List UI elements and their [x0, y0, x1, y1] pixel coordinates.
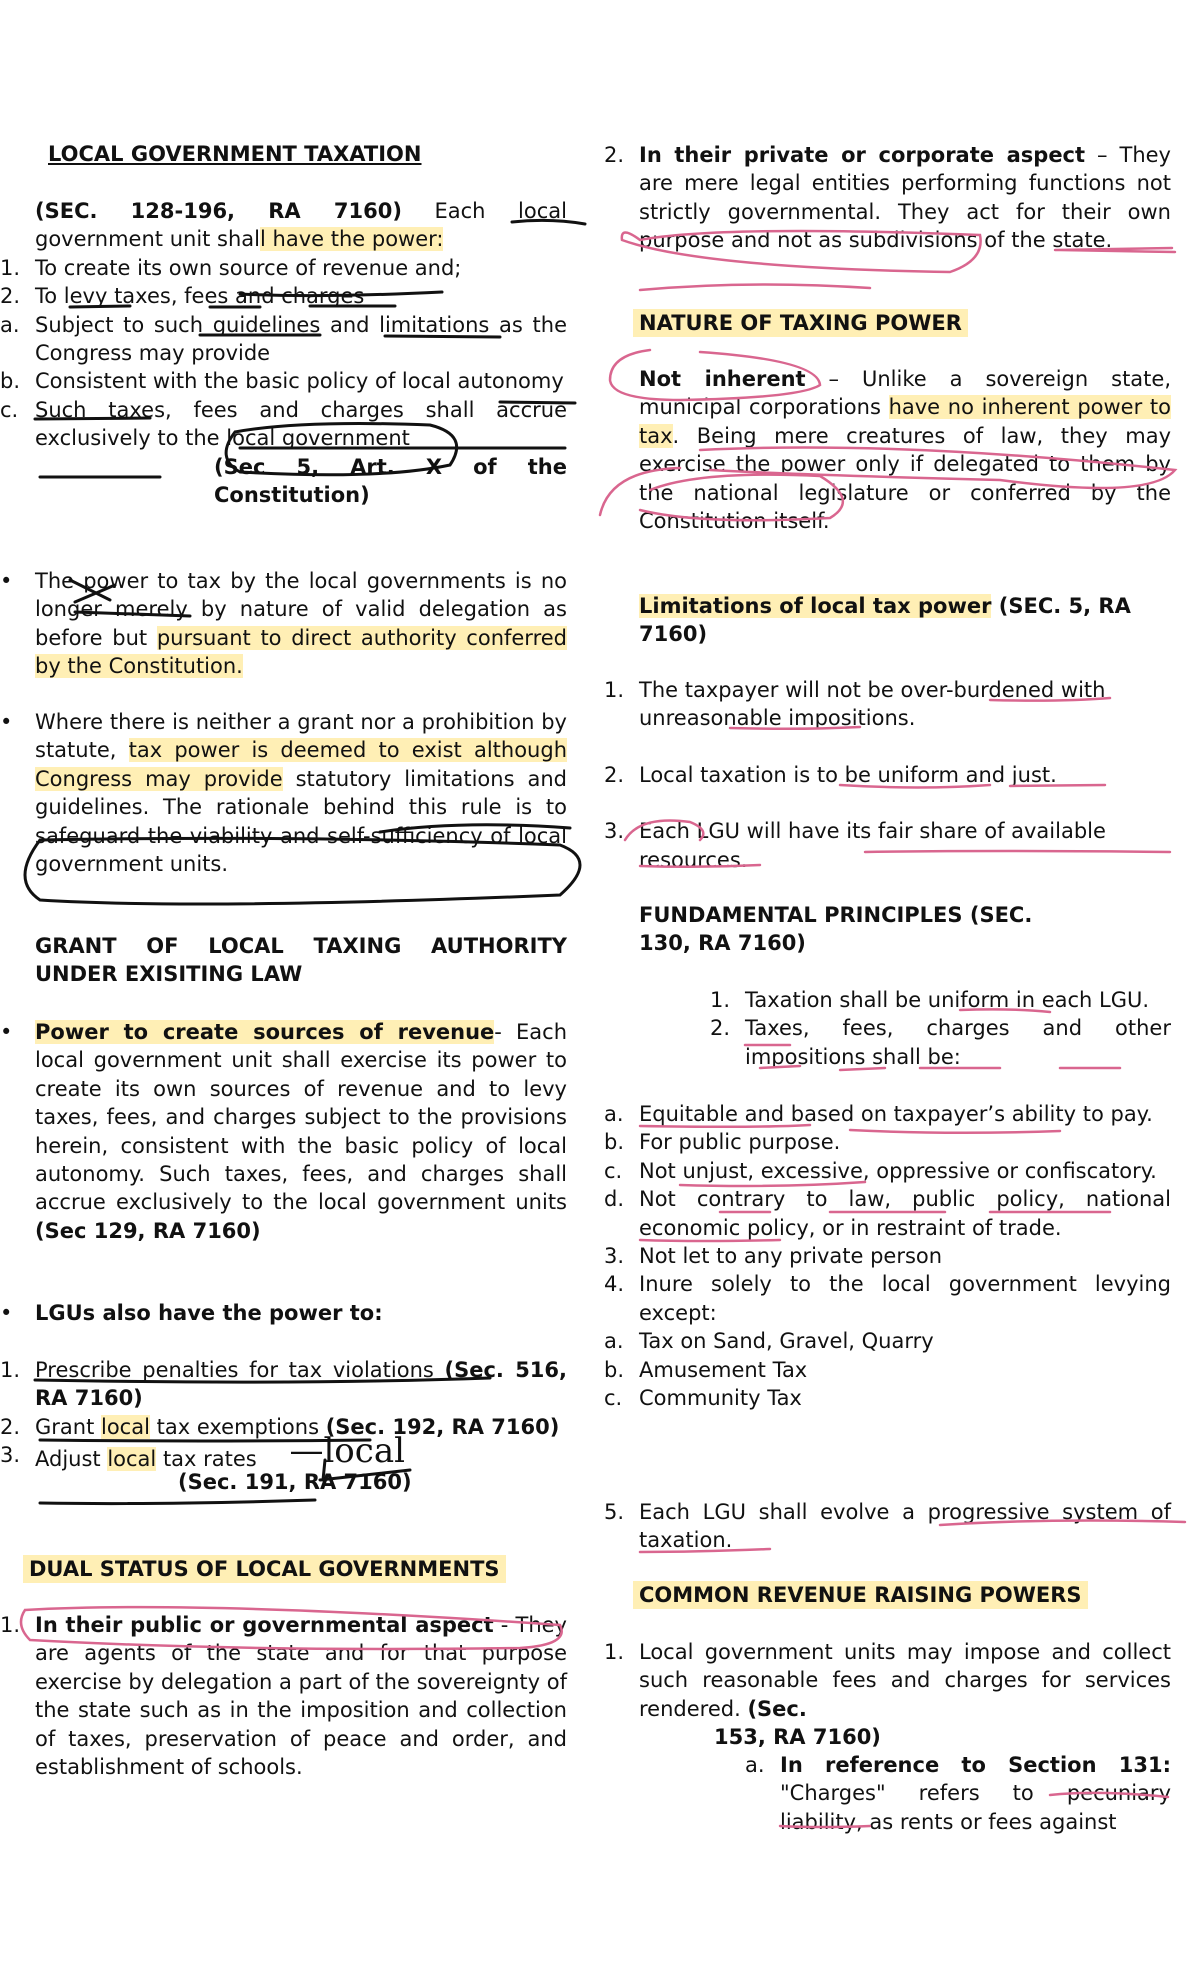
- list-item: c. Community Tax: [604, 1386, 802, 1411]
- list-item: 1. The taxpayer will not be over-burdened with unreasonable impositions.: [604, 678, 1106, 731]
- list-item: 1. In their public or governmental aspect - They are agents of the state and for that purpose exercise by delegation a part of the sovereignty of the state such as in the imposition and collection of taxes, preservation of peace and order, and establishment of schools.: [0, 1613, 567, 1780]
- list-item: a. In reference to Section 131: "Charges" refers to pecuniary liability, as rents or fees against: [745, 1753, 1171, 1834]
- list-item: 1. Local government units may impose and collect such reasonable fees and charges for services rendered. (Sec. 153, RA 7160): [604, 1640, 1171, 1750]
- lgu-powers-list: [0, 1356, 568, 1496]
- section-heading: Limitations of local tax power (SEC. 5, RA 7160): [639, 594, 1131, 647]
- list-item: a. Subject to such guidelines and limitations as the Congress may provide: [0, 312, 567, 366]
- nature-paragraph: Not inherent – Unlike a sovereign state, municipal corporations have no inherent power to tax. Being mere creatures of law, they may exercise the power only if delegated to them by the national legislature or conferred by the Constitution itself.: [639, 367, 1171, 534]
- highlight: have no inherent power to tax: [639, 395, 1171, 448]
- list-item: 3. Adjust local tax rates —local: [0, 1431, 405, 1472]
- list-item: d. Not contrary to law, public policy, national economic policy, or in restraint of trade.: [604, 1187, 1171, 1240]
- list-item: 4. Inure solely to the local government levying except:: [604, 1272, 1171, 1325]
- handwritten-note: —local: [289, 1431, 405, 1472]
- highlight: l have the power:: [260, 227, 444, 252]
- section-ref: (SEC. 128-196, RA 7160): [35, 199, 402, 223]
- section-heading: DUAL STATUS OF LOCAL GOVERNMENTS: [29, 1555, 506, 1583]
- section-heading: GRANT OF LOCAL TAXING AUTHORITY UNDER EXISITING LAW: [35, 934, 567, 987]
- list-item: b. Consistent with the basic policy of local autonomy: [0, 369, 564, 394]
- section-heading: COMMON REVENUE RAISING POWERS: [639, 1581, 1171, 1609]
- list-item: 1. Taxation shall be uniform in each LGU.: [710, 988, 1150, 1012]
- intro-text: Each local government unit shal: [35, 199, 567, 252]
- list-item: b. Amusement Tax: [604, 1357, 808, 1382]
- list-item: 3. Not let to any private person: [604, 1244, 943, 1269]
- list-item: b. For public purpose.: [604, 1130, 841, 1155]
- section-heading: NATURE OF TAXING POWER: [639, 309, 1171, 337]
- limits-list: [604, 676, 1171, 874]
- bullet-paragraph: • LGUs also have the power to:: [35, 1299, 567, 1327]
- list-item: a. Equitable and based on taxpayer’s ability to pay.: [604, 1102, 1153, 1126]
- list-item: 1. Prescribe penalties for tax violations (Sec. 516, RA 7160): [0, 1358, 568, 1411]
- list-item: c. Not unjust, excessive, oppressive or confiscatory.: [604, 1158, 1157, 1183]
- fund-list: [604, 1100, 1171, 1412]
- bullet-icon: •: [0, 1020, 13, 1044]
- bullet-paragraph: • Where there is neither a grant nor a prohibition by statute, tax power is deemed to exist although Congress may provide statutory limitations and guidelines. The rationale behind this rule is to safeguard the viability and self-sufficiency of local government units.: [0, 710, 568, 877]
- bullet-icon: •: [0, 1301, 13, 1325]
- section-ref: (Sec. 191, RA 7160): [178, 1469, 412, 1494]
- list-item: a. Tax on Sand, Gravel, Quarry: [604, 1329, 934, 1354]
- bullet-icon: •: [0, 569, 13, 593]
- list-item: 2. Local taxation is to be uniform and just.: [604, 762, 1057, 787]
- list-item: 2. To levy taxes, fees and charges: [0, 284, 365, 309]
- intro-paragraph: [0, 197, 567, 509]
- bullet-icon: •: [0, 710, 13, 734]
- list-item: 2. Taxes, fees, charges and other impositions shall be:: [710, 1016, 1171, 1069]
- bullet-paragraph: • Power to create sources of revenue- Each local government unit shall exercise its power to create its own sources of revenue and to levy taxes, fees, and charges subject to the provisions herein, consistent with the basic policy of local autonomy. Such taxes, fees, and charges shall accrue exclusively to the local government units (Sec 129, RA 7160): [0, 1020, 568, 1243]
- list-item: 3. Each LGU will have its fair share of available resources.: [604, 819, 1106, 872]
- constitution-ref: (Sec 5, Art. X of the Constitution): [214, 454, 567, 508]
- list-item: c. Such taxes, fees and charges shall accrue exclusively to the local government: [0, 397, 567, 451]
- list-item: 2. In their private or corporate aspect – They are mere legal entities performing functions not strictly governmental. They act for their own purpose and not as subdivisions of the state.: [604, 143, 1171, 253]
- list-item: 1. To create its own source of revenue and;: [0, 255, 462, 280]
- document-title: LOCAL GOVERNMENT TAXATION: [48, 142, 422, 166]
- fund-nested-list: [710, 986, 1171, 1071]
- list-item: 5. Each LGU shall evolve a progressive system of taxation.: [604, 1500, 1171, 1553]
- highlight: pursuant to direct authority conferred by the Constitution.: [35, 625, 567, 679]
- highlight: Power to create sources of revenue: [35, 1020, 495, 1044]
- bullet-paragraph: • The power to tax by the local governments is no longer merely by nature of valid delegation as before but pursuant to direct authority conferred by the Constitution.: [0, 569, 567, 679]
- highlight: tax power is deemed to exist although Congress may provide: [35, 738, 568, 791]
- section-heading: FUNDAMENTAL PRINCIPLES (SEC. 130, RA 7160): [639, 903, 1033, 956]
- list-item: 2. Grant local tax exemptions (Sec. 192, RA 7160): [0, 1414, 560, 1439]
